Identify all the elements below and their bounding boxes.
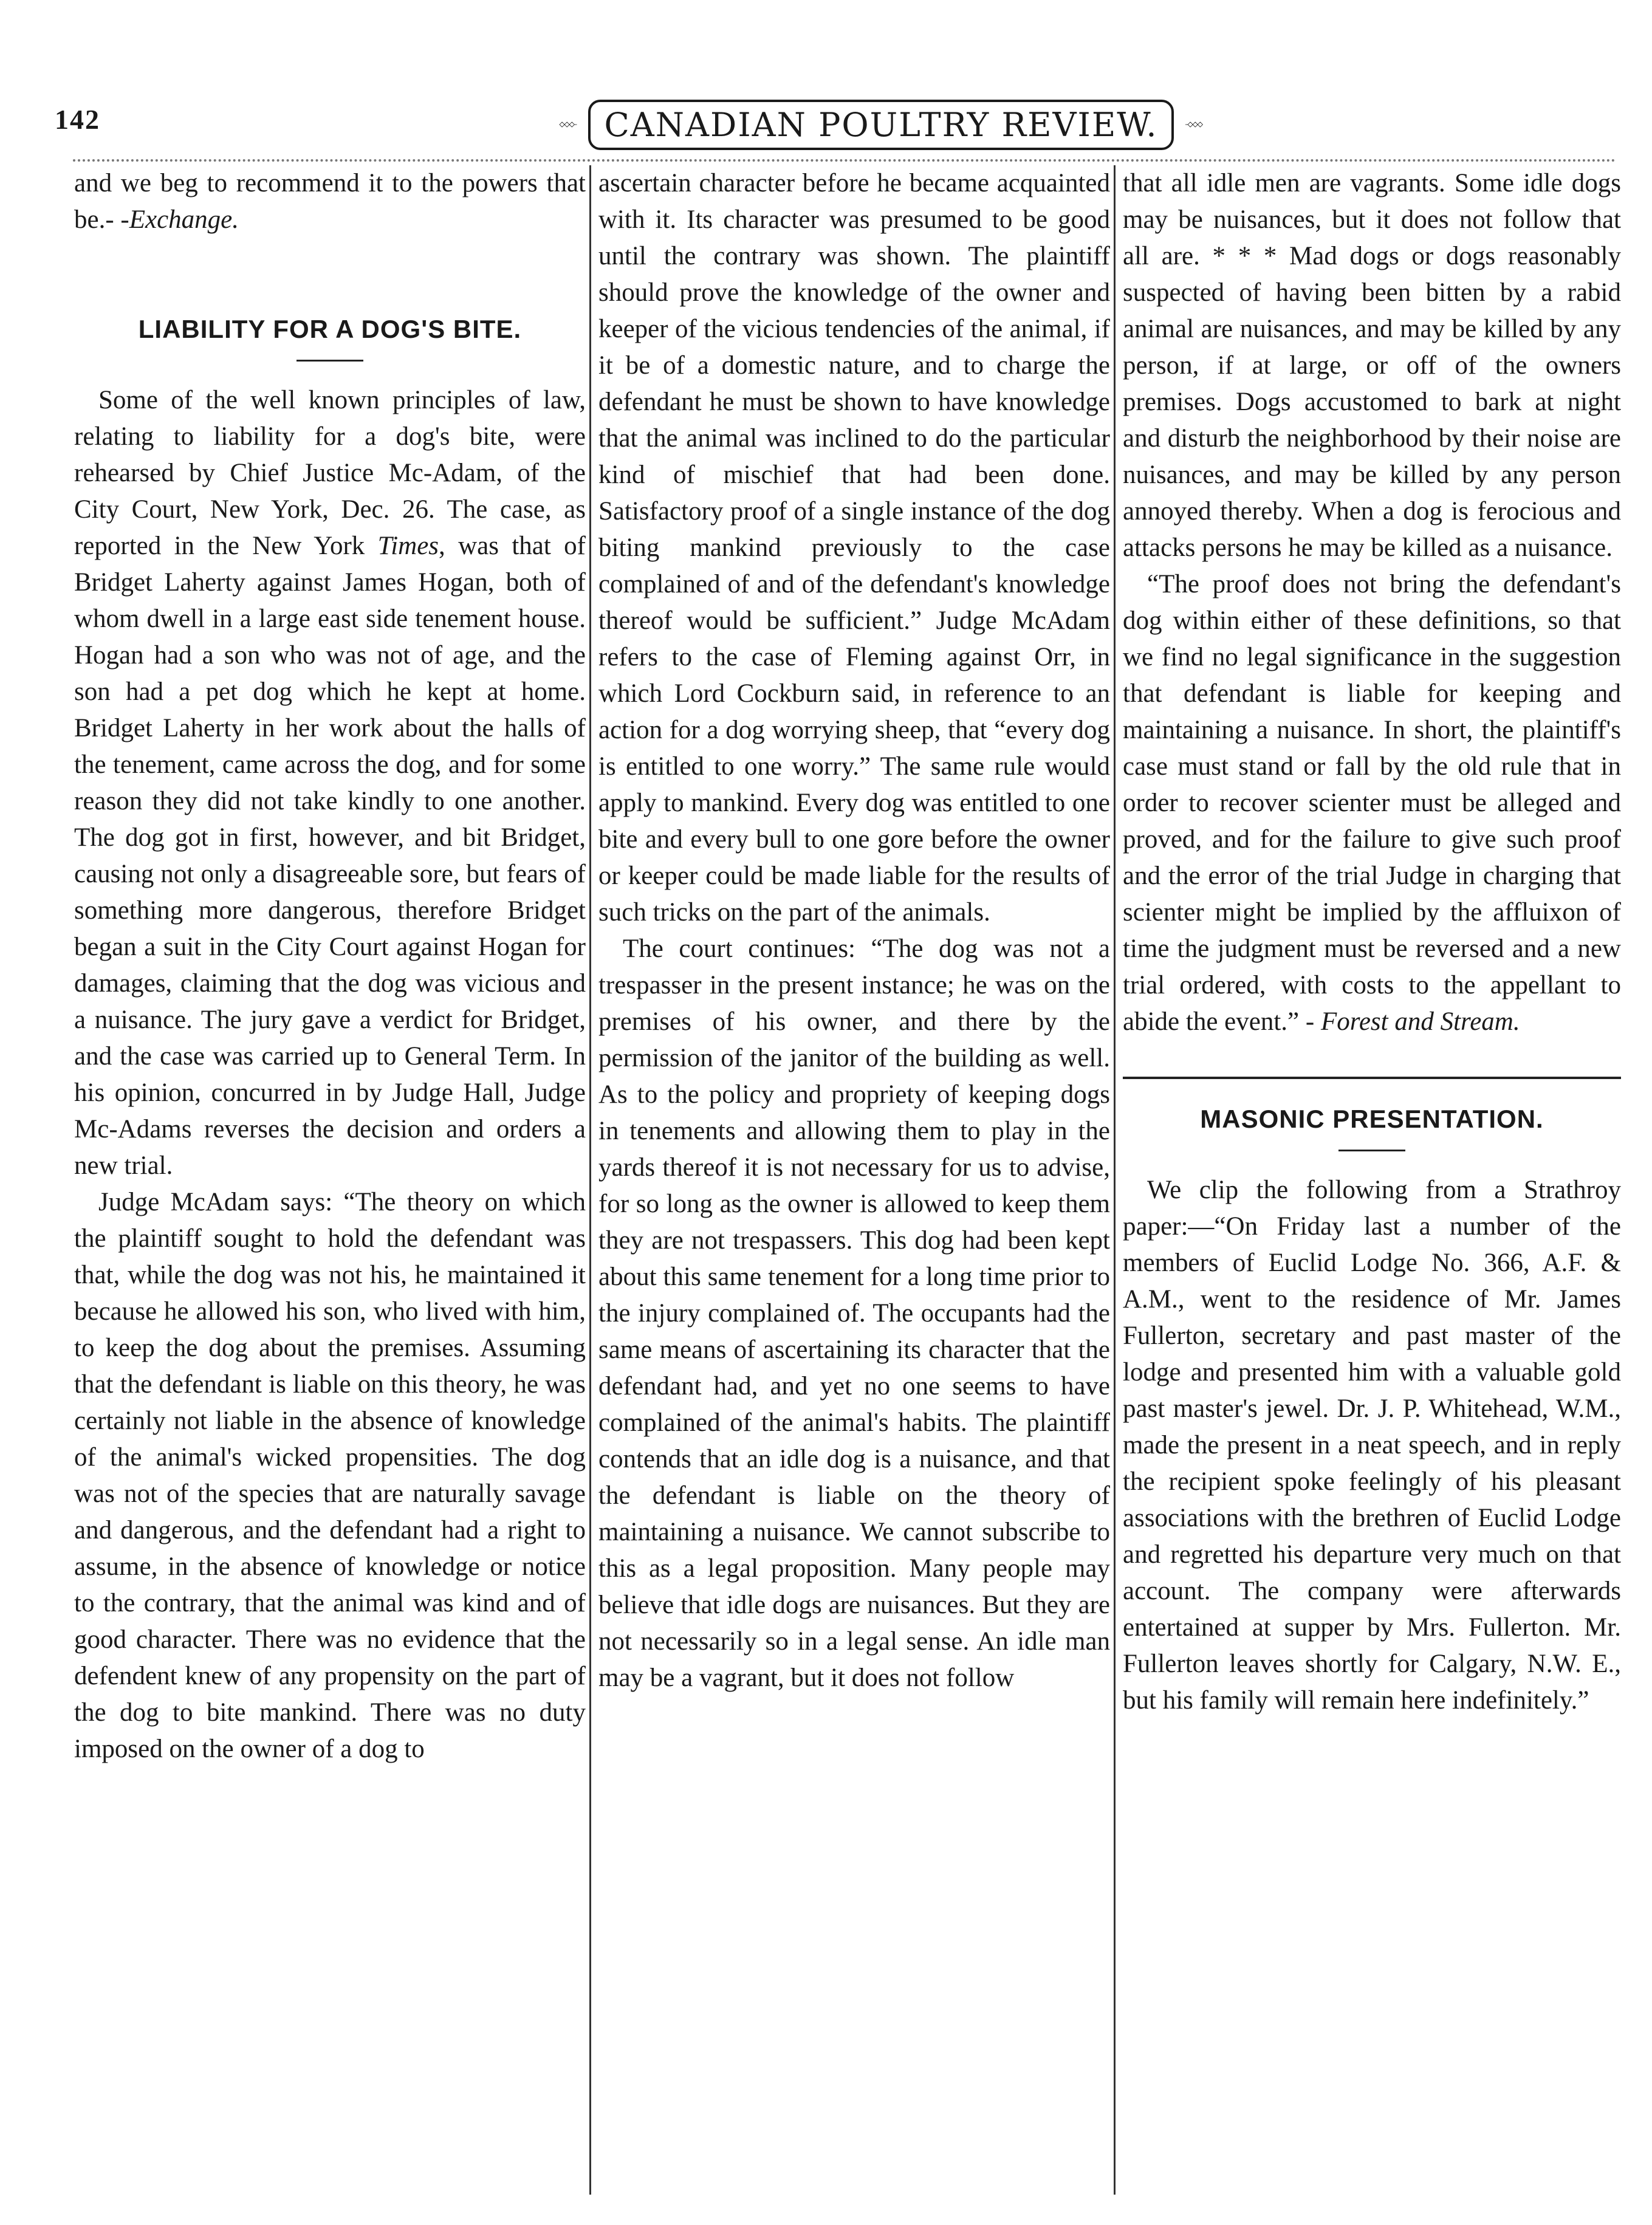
title-dash (1338, 1150, 1405, 1151)
masthead (55, 85, 1610, 164)
source-credit: Exchange. (129, 205, 239, 234)
article-paragraph: that all idle men are vagrants. Some idle dogs may be nuisances, but it does not follow that all are. * * * Mad dogs or dogs reasonably suspected of having been bitten by a rabid animal are nuisances, and may be killed by any person, if at large, or off of the owners premises. Dogs accustomed to bark at night and disturb the neighborhood by their noise are nuisances, and may be killed by any person annoyed thereby. When a dog is ferocious and attacks persons he may be killed as a nuisance. (1123, 169, 1621, 562)
article-paragraph: Judge McAdam says: “The theory on which the plaintiff sought to hold the defendant was that, while the dog was not his, he maintained it because he allowed his son, who lived with him, to keep the dog about the premises. Assuming that the defendant is liable on this theory, he was certainly not liable in the absence of knowledge of the animal's wicked propensities. The dog was not of the species that are naturally savage and dangerous, and the defendant had a right to assume, in the absence of knowledge or notice to the contrary, that the animal was kind and of good character. There was no evidence that the defendent knew of any propensity on the part of the dog to bite mankind. There was no duty imposed on the owner of a dog to (74, 1188, 586, 1763)
page-number: 142 (55, 104, 100, 135)
header-rule (73, 159, 1616, 162)
column-divider (1114, 165, 1116, 2195)
left-ornament-icon (559, 106, 577, 143)
article-paragraph: “The proof does not bring the defendant's dog within either of these definitions, so that we find no legal significance in the suggestion that defendant is liable for keeping and maintaining a nuisance. In short, the plaintiff's case must stand or fall by the old rule that in order to recover scienter must be alleged and proved, and for the failure to give such proof and the error of the trial Judge in charging that scienter might be implied by the affluixon of time the judgment must be reversed and a new trial ordered, with costs to the appellant to abide the event.” - Forest and Stream. (1123, 570, 1621, 1036)
column-middle (598, 165, 1110, 1696)
column-left (74, 165, 586, 1767)
journal-title: CANADIAN POULTRY REVIEW. (588, 100, 1173, 150)
right-ornament-icon (1185, 106, 1203, 143)
column-right (1123, 165, 1621, 1719)
section-break-rule (1123, 1077, 1621, 1079)
article-paragraph: We clip the following from a Strathroy paper:—“On Friday last a number of the members of Euclid Lodge No. 366, A.F. & A.M., went to the residence of Mr. James Fullerton, secretary and past master of the lodge and presented him with a valuable gold past master's jewel. Dr. J. P. Whitehead, W.M., made the present in a neat speech, and in reply the recipient spoke feelingly of his pleasant associations with the brethren of Euclid Lodge and regretted his departure very much on that account. The company were afterwards entertained at supper by Mrs. Fullerton. Mr. Fullerton leaves shortly for Calgary, N.W. E., but his family will remain here indefinitely.” (1123, 1176, 1621, 1715)
article-paragraph: ascertain character before he became acquainted with it. Its character was presumed to be good until the contrary was shown. The plaintiff should prove the knowledge of the owner and keeper of the vicious tendencies of the animal, if it be of a domestic nature, and to charge the defendant he must be shown to have knowledge that the animal was inclined to do the particular kind of mischief that had been done. Satisfactory proof of a single instance of the dog biting mankind previously to the case complained of and of the defendant's knowledge thereof would be sufficient.” Judge McAdam refers to the case of Fleming against Orr, in which Lord Cockburn said, in reference to an action for a dog worrying sheep, that “every dog is entitled to one worry.” The same rule would apply to mankind. Every dog was entitled to one bite and every bull to one gore before the owner or keeper could be made liable for the results of such tricks on the part of the animals. (598, 169, 1110, 927)
article-paragraph: The court continues: “The dog was not a trespasser in the present instance; he was on the premises of his owner, and there by the permission of the janitor of the building as well. As to the policy and propriety of keeping dogs in tenements and allowing them to play in the yards thereof it is not necessary for us to advise, for so long as the owner is allowed to keep them they are not trespassers. This dog had been kept about this same tenement for a long time prior to the injury complained of. The occupants had the same means of ascertaining its character that the defendant had, and yet no one seems to have complained of the animal's habits. The plaintiff contends that an idle dog is a nuisance, and that the defendant is liable on the theory of maintaining a nuisance. We cannot subscribe to this as a legal proposition. Many people may believe that idle dogs are nuisances. But they are not necessarily so in a legal sense. An idle man may be a vagrant, but it does not follow (598, 934, 1110, 1692)
journal-title-block (559, 85, 1203, 164)
article-title: MASONIC PRESENTATION. (1200, 1105, 1544, 1133)
source-credit: Forest and Stream. (1320, 1007, 1520, 1036)
article-paragraph: Some of the well known principles of law, relating to liability for a dog's bite, were rehearsed by Chief Justice Mc-Adam, of the City Court, New York, Dec. 26. The case, as reported in the New York Times, was that of Bridget Laherty against James Hogan, both of whom dwell in a large east side tenement house. Hogan had a son who was not of age, and the son had a pet dog which he kept at home. Bridget Laherty in her work about the halls of the tenement, came across the dog, and for some reason they did not take kindly to one another. The dog got in first, however, and bit Bridget, causing not only a disagreeable sore, but fears of something more dangerous, therefore Bridget began a suit in the City Court against Hogan for damages, claiming that the dog was vicious and a nuisance. The jury gave a verdict for Bridget, and the case was carried up to General Term. In his opinion, concurred in by Judge Hall, Judge Mc-Adams reverses the decision and orders a new trial. (74, 386, 586, 1180)
exchange-paragraph: and we beg to recommend it to the powers that be.- -Exchange. (74, 169, 586, 234)
article-title: LIABILITY FOR A DOG'S BITE. (138, 315, 522, 343)
title-dash (296, 360, 363, 362)
column-divider (589, 165, 591, 2195)
newspaper-name: Times (377, 532, 439, 560)
